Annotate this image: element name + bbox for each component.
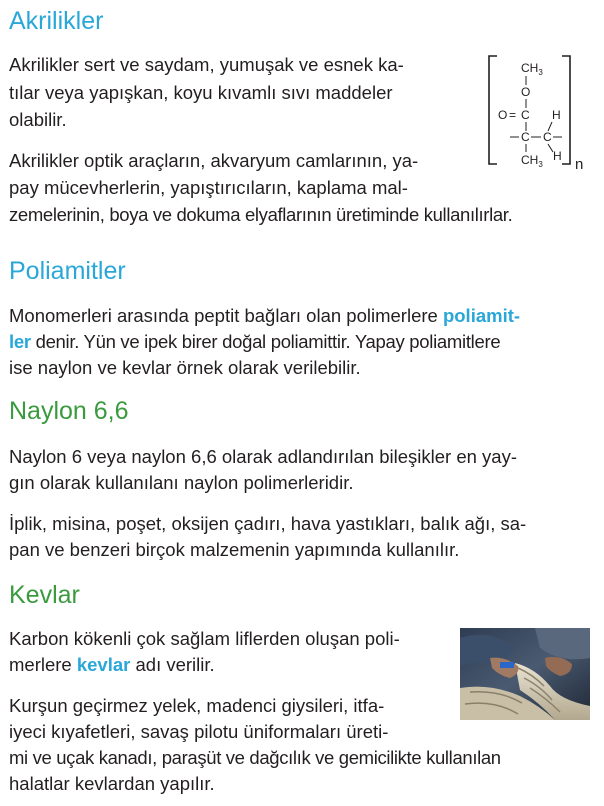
paragraph-line: pan ve benzeri birçok malzemenin yapımında kullanılır. — [9, 539, 460, 560]
heading-kevlar: Kevlar — [9, 581, 80, 609]
text: adı verilir. — [130, 654, 215, 675]
paragraph-line: Naylon 6 veya naylon 6,6 olarak adlandırılan bileşikler en yay- — [9, 446, 518, 467]
heading-poliamitler: Poliamitler — [9, 257, 126, 285]
paragraph-line: mi ve uçak kanadı, paraşüt ve dağcılık ve gemicilikte kullanılan — [9, 747, 501, 768]
paragraph-line: pay mücevherlerin, yapıştırıcıların, kaplama mal- — [9, 177, 408, 198]
repeat-n: n — [575, 156, 584, 172]
keyword-poliamitler: ler — [9, 331, 31, 352]
paragraph-line: ise naylon ve kevlar örnek olarak verilebilir. — [9, 357, 361, 378]
paragraph-line: olabilir. — [9, 109, 67, 130]
paragraph-line: zemelerinin, boya ve dokuma elyaflarının üretiminde kullanılırlar. — [9, 204, 513, 225]
paragraph-line: gın olarak kullanılanı naylon polimerleridir. — [9, 472, 354, 493]
right-bracket — [562, 56, 570, 164]
oxygen-left: O — [498, 108, 508, 122]
paragraph-line: Karbon kökenli çok sağlam liflerden oluşan poli- — [9, 628, 400, 649]
paragraph-line — [9, 305, 520, 327]
paragraph-line: halatlar kevlardan yapılır. — [9, 773, 215, 794]
paragraph-line: Kurşun geçirmez yelek, madenci giysileri, itfa- — [9, 695, 385, 716]
rope-photo — [460, 628, 590, 720]
double-bond: = — [509, 108, 517, 122]
oxygen-mid: O — [521, 85, 531, 99]
ch3-top: $CH_3$ — [521, 61, 543, 77]
paragraph-line: tılar veya yapışkan, koyu kıvamlı sıvı maddeler — [9, 82, 393, 103]
rope-photo-icon — [460, 628, 590, 720]
heading-naylon: Naylon 6,6 — [9, 397, 129, 425]
acrylic-structure-diagram — [480, 52, 592, 172]
paragraph-line — [9, 331, 500, 353]
paragraph-line: İplik, misina, poşet, oksijen çadırı, hava yastıkları, balık ağı, sa- — [9, 513, 527, 534]
paragraph-line — [9, 654, 215, 676]
paragraph-line: Akrilikler optik araçların, akvaryum camlarının, ya- — [9, 150, 419, 171]
carbon-carbonyl: C — [521, 108, 530, 122]
carbon-main-2: C — [543, 130, 552, 144]
hydrogen-top: H — [552, 108, 561, 122]
paragraph-line: Akrilikler sert ve saydam, yumuşak ve esnek ka- — [9, 54, 404, 75]
carbon-main-1: C — [521, 130, 530, 144]
keyword-kevlar: kevlar — [76, 654, 131, 675]
left-bracket — [489, 56, 497, 164]
paragraph-line: iyeci kıyafetleri, savaş pilotu üniformaları üreti- — [9, 721, 389, 742]
heading-akrilikler: Akrilikler — [9, 7, 104, 35]
text: Monomerleri arasında peptit bağları olan polimerlere — [9, 305, 443, 326]
keyword-poliamitler: poliamit- — [442, 305, 521, 326]
text: denir. Yün ve ipek birer doğal poliamittir. Yapay poliamitlere — [30, 331, 501, 352]
ch3-bottom: $CH_3$ — [521, 153, 543, 169]
hydrogen-bottom: H — [553, 149, 562, 163]
text: merlere — [9, 654, 77, 675]
